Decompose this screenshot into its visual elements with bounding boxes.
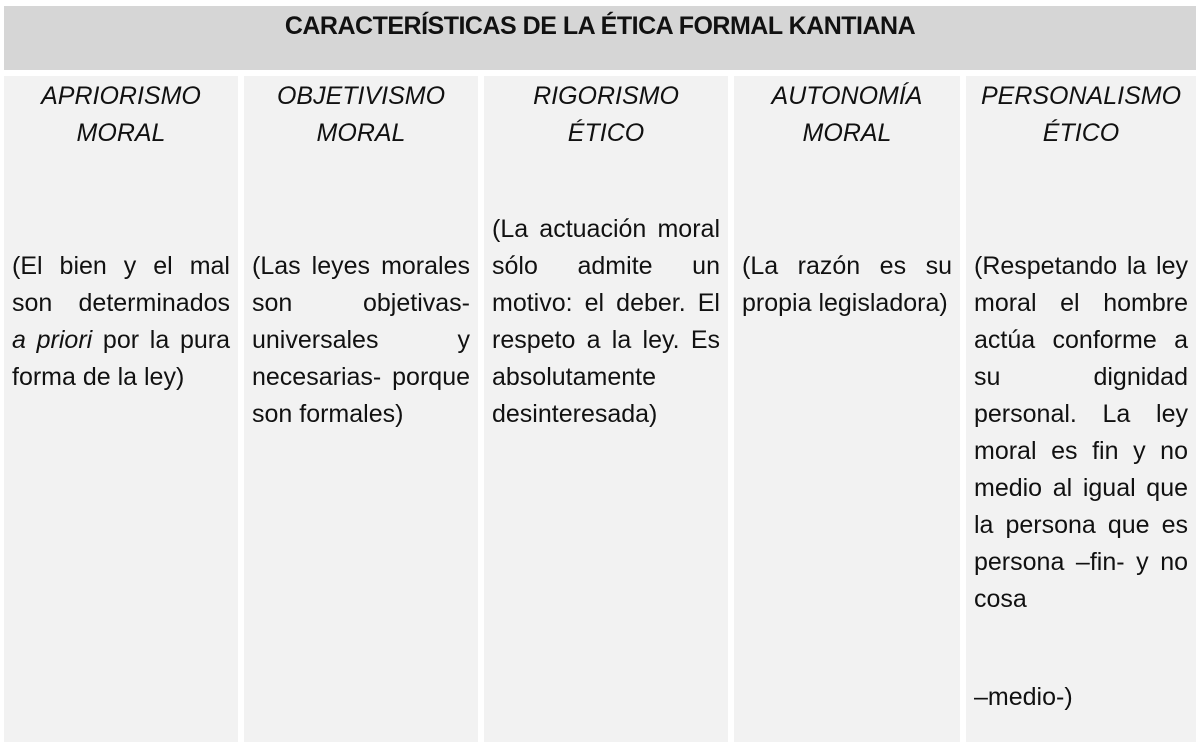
column-rigorismo (484, 76, 728, 742)
body-text-part: (El bien y el mal son determinados (12, 252, 230, 317)
body-text-part: por la pura forma de la ley) (12, 326, 230, 391)
column-personalismo (966, 76, 1196, 742)
column-body: (Las leyes morales son objetivas- universales y necesarias- porque son formales) (252, 252, 470, 428)
column-heading: RIGORISMO ÉTICO (533, 82, 679, 147)
column-body-tail: –medio-) (974, 683, 1073, 711)
column-body: (Respetando la ley moral el hombre actúa conforme a su dignidad personal. La ley moral es fin y no medio al igual que la persona que es persona –fin- y no cosa (974, 252, 1188, 613)
table-title: CARACTERÍSTICAS DE LA ÉTICA FORMAL KANTIANA (284, 12, 916, 40)
column-heading: PERSONALISMO ÉTICO (980, 82, 1182, 147)
column-heading: OBJETIVISMO MORAL (276, 82, 446, 147)
column-heading: APRIORISMO MORAL (41, 82, 201, 147)
column-apriorismo (4, 76, 238, 742)
ethics-table (4, 6, 1196, 742)
column-objetivismo (244, 76, 478, 742)
column-body: (La actuación moral sólo admite un motivo: el deber. El respeto a la ley. Es absolutamente desinteresada) (492, 215, 720, 428)
column-autonomia (734, 76, 960, 742)
body-text-emphasis: a priori (12, 326, 93, 354)
column-heading: AUTONOMÍA MORAL (771, 82, 923, 147)
column-body: (La razón es su propia legisladora) (742, 252, 952, 317)
column-body (12, 248, 230, 396)
table-title-bar (4, 6, 1196, 70)
